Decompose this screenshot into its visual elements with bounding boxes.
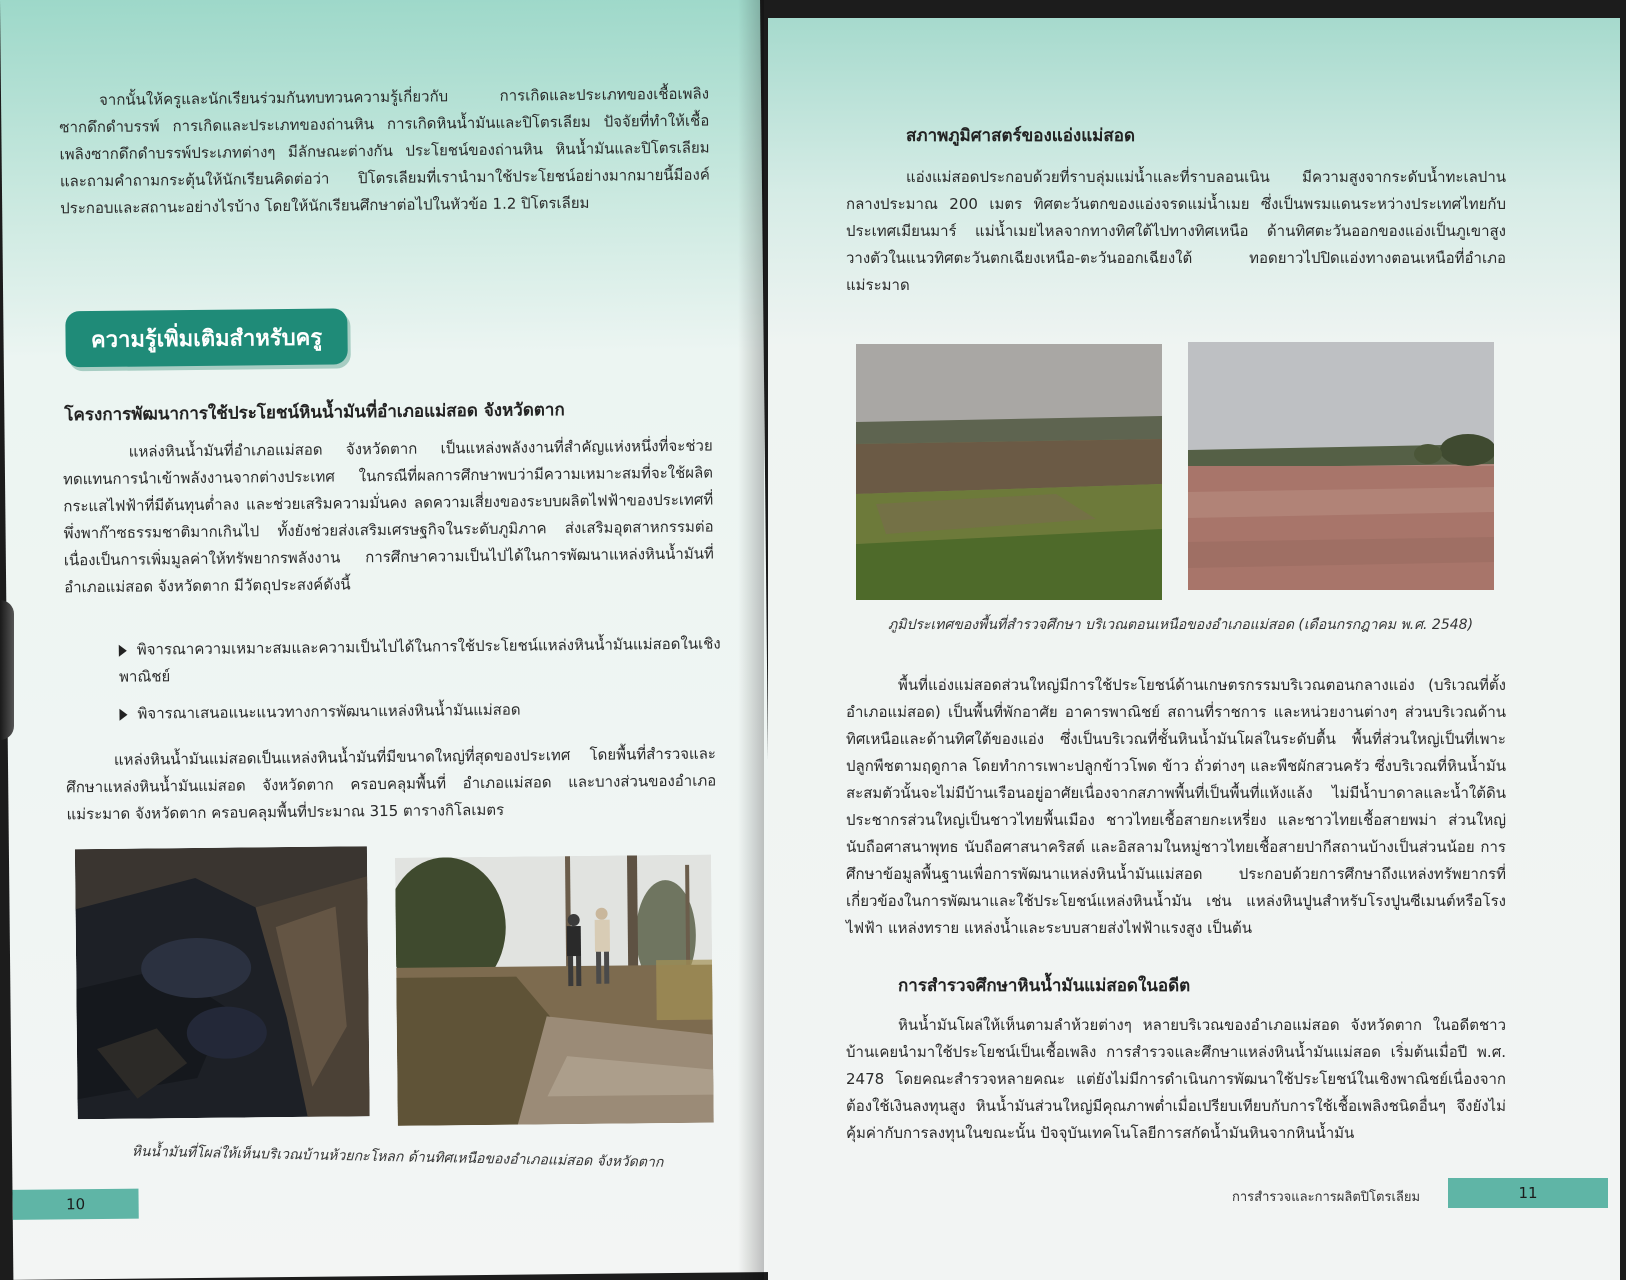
- left-page: [0, 0, 773, 1280]
- objective-bullet-1-text: พิจารณาความเหมาะสมและความเป็นไปได้ในการใช้ประโยชน์แหล่งหินน้ำมันแม่สอดในเชิงพาณิชย์: [118, 634, 721, 686]
- red-grass-field-image: [1188, 342, 1494, 590]
- left-edge-shadow: [0, 600, 14, 740]
- oil-shale-outcrop-image: [75, 846, 370, 1119]
- walking-on-outcrop-photo: [395, 855, 714, 1126]
- footer-book-title: การสำรวจและการผลิตปิโตรเลียม: [1232, 1190, 1421, 1205]
- objective-bullet-2-text: พิจารณาเสนอแนะแนวทางการพัฒนาแหล่งหินน้ำมันแม่สอด: [137, 700, 521, 723]
- section-pill-teacher-knowledge: ความรู้เพิ่มเติมสำหรับครู: [65, 308, 348, 367]
- landscape-hills-image: [856, 344, 1162, 600]
- past-survey-heading: การสำรวจศึกษาหินน้ำมันแม่สอดในอดีต: [898, 976, 1191, 996]
- oil-shale-outcrop-photo: [75, 846, 370, 1119]
- left-page-number: 10: [12, 1189, 138, 1220]
- land-use-paragraph: พื้นที่แอ่งแม่สอดส่วนใหญ่มีการใช้ประโยชน์ด้านเกษตรกรรมบริเวณตอนกลางแอ่ง (บริเวณที่ตั้งอำเภอแม่สอด) เป็นพื้นที่พักอาศัย อาคารพาณิชย์ สถานที่ราชการ และหน่วยงานต่างๆ ส่วนบริเวณด้านทิศเหนือและด้านทิศใต้ของแอ่ง ซึ่งเป็นบริเวณที่ชั้นหินน้ำมันโผล่ในระดับตื้น พื้นที่ส่วนใหญ่เป็นที่เพาะปลูกพืชตามฤดูกาล โดยทำการเพาะปลูกข้าวโพด ข้าว ถั่วต่างๆ และพืชผักสวนครัว ซึ่งบริเวณที่หินน้ำมันสะสมตัวนั้นจะไม่มีบ้านเรือนอยู่อาศัยเนื่องจากสภาพพื้นที่เป็นพื้นที่แห้งแล้ง ไม่มีน้ำบาดาลและน้ำใต้ดิน ประชากรส่วนใหญ่เป็นชาวไทยพื้นเมือง ชาวไทยเชื้อสายกะเหรี่ยง และชาวไทยเชื้อสายพม่า ส่วนใหญ่นับถือศาสนาพุทธ นับถือศาสนาคริสต์ และอิสลามในหมู่ชาวไทยเชื้อสายปากีสถานบ้างเป็นส่วนน้อย การศึกษาข้อมูลพื้นฐานเพื่อการพัฒนาแหล่งหินน้ำมันแม่สอด ประกอบด้วยการศึกษาถึงแหล่งทรัพยากรที่เกี่ยวข้องในการพัฒนาและใช้ประโยชน์แหล่งหินน้ำมัน เช่น แหล่งหินปูนสำหรับโรงปูนซีเมนต์หรือโรงไฟฟ้า แหล่งทราย แหล่งน้ำและระบบสายส่งไฟฟ้าแรงสูง เป็นต้น: [846, 676, 1506, 937]
- project-paragraph-1: แหล่งหินน้ำมันที่อำเภอแม่สอด จังหวัดตาก เป็นแหล่งพลังงานที่สำคัญแห่งหนึ่งที่จะช่วยทดแทนการนำเข้าพลังงานจากต่างประเทศ ในกรณีที่ผลการศึกษาพบว่ามีความเหมาะสมที่จะใช้ผลิตกระแสไฟฟ้าที่มีต้นทุนต่ำลง และช่วยเสริมความมั่นคง ลดความเสี่ยงของระบบผลิตไฟฟ้าของประเทศที่พึ่งพาก๊าซธรรมชาติมากเกินไป ทั้งยังช่วยส่งเสริมเศรษฐกิจในระดับภูมิภาค ส่งเสริมอุตสาหกรรมต่อเนื่องเป็นการเพิ่มมูลค่าให้ทรัพยากรพลังงาน การศึกษาความเป็นไปได้ในการพัฒนาแหล่งหินน้ำมันที่อำเภอแม่สอด จังหวัดตาก มีวัตถุประสงค์ดังนี้: [62, 436, 714, 597]
- right-page: [768, 18, 1620, 1280]
- landscape-hills-photo: [856, 344, 1162, 600]
- intro-paragraph: จากนั้นให้ครูและนักเรียนร่วมกันทบทวนความรู้เกี่ยวกับ การเกิดและประเภทของเชื้อเพลิงซากดึกดำบรรพ์ การเกิดและประเภทของถ่านหิน การเกิดหินน้ำมันและปิโตรเลียม ปัจจัยที่ทำให้เชื้อเพลิงซากดึกดำบรรพ์ประเภทต่างๆ มีลักษณะต่างกัน ประโยชน์ของถ่านหิน หินน้ำมันและปิโตรเลียม และถามคำถามกระตุ้นให้นักเรียนคิดต่อว่า ปิโตรเลียมที่เรานำมาใช้ประโยชน์อย่างมากมายนี้มีองค์ประกอบและสถานะอย่างไรบ้าง โดยให้นักเรียนศึกษาต่อไปในหัวข้อ 1.2 ปิโตรเลียม: [59, 84, 710, 218]
- project-heading: โครงการพัฒนาการใช้ประโยชน์หินน้ำมันที่อำเภอแม่สอด จังหวัดตาก: [64, 400, 565, 426]
- walking-on-outcrop-image: [395, 855, 714, 1126]
- bullet-arrow-icon: [119, 708, 127, 720]
- geography-heading: สภาพภูมิศาสตร์ของแอ่งแม่สอด: [906, 126, 1136, 146]
- right-photo-caption: ภูมิประเทศของพื้นที่สำรวจศึกษา บริเวณตอนเหนือของอำเภอแม่สอด (เดือนกรกฎาคม พ.ศ. 2548): [888, 617, 1474, 633]
- bullet-arrow-icon: [119, 644, 127, 656]
- project-paragraph-2: แหล่งหินน้ำมันแม่สอดเป็นแหล่งหินน้ำมันที่มีขนาดใหญ่ที่สุดของประเทศ โดยพื้นที่สำรวจและศึกษาแหล่งหินน้ำมันแม่สอด จังหวัดตาก ครอบคลุมพื้นที่ อำเภอแม่สอด และบางส่วนของอำเภอแม่ระมาด จังหวัดตาก ครอบคลุมพื้นที่ประมาณ 315 ตารางกิโลเมตร: [66, 744, 717, 824]
- geography-paragraph: แอ่งแม่สอดประกอบด้วยที่ราบลุ่มแม่น้ำและที่ราบลอนเนิน มีความสูงจากระดับน้ำทะเลปานกลางประมาณ 200 เมตร ทิศตะวันตกของแอ่งจรดแม่น้ำเมย ซึ่งเป็นพรมแดนระหว่างประเทศไทยกับประเทศเมียนมาร์ แม่น้ำเมยไหลจากทางทิศใต้ไปทางทิศเหนือ ด้านทิศตะวันออกของแอ่งเป็นภูเขาสูงวางตัวในแนวทิศตะวันตกเฉียงเหนือ-ตะวันออกเฉียงใต้ ทอดยาวไปปิดแอ่งทางตอนเหนือที่อำเภอแม่ระมาด: [846, 168, 1506, 294]
- red-grass-field-photo: [1188, 342, 1494, 590]
- right-page-number: 11: [1448, 1178, 1608, 1208]
- spine-shadow: [738, 0, 764, 1280]
- past-survey-paragraph: หินน้ำมันโผล่ให้เห็นตามลำห้วยต่างๆ หลายบริเวณของอำเภอแม่สอด จังหวัดตาก ในอดีตชาวบ้านเคยนำมาใช้ประโยชน์เป็นเชื้อเพลิง การสำรวจและศึกษาแหล่งหินน้ำมันแม่สอด เริ่มต้นเมื่อปี พ.ศ. 2478 โดยคณะสำรวจหลายคณะ แต่ยังไม่มีการดำเนินการพัฒนาใช้ประโยชน์ในเชิงพาณิชย์เนื่องจากต้องใช้เงินลงทุนสูง หินน้ำมันส่วนใหญ่มีคุณภาพต่ำเมื่อเปรียบเทียบกับการใช้เชื้อเพลิงชนิดอื่นๆ จึงยังไม่คุ้มค่ากับการลงทุนในขณะนั้น ปัจจุบันเทคโนโลยีการสกัดน้ำมันหินจากหินน้ำมัน: [846, 1016, 1506, 1142]
- objective-bullet-1: [119, 630, 740, 690]
- objective-bullet-2: [119, 694, 739, 727]
- left-photo-caption: หินน้ำมันที่โผล่ให้เห็นบริเวณบ้านห้วยกะโหลก ด้านทิศเหนือของอำเภอแม่สอด จังหวัดตาก: [131, 1143, 664, 1171]
